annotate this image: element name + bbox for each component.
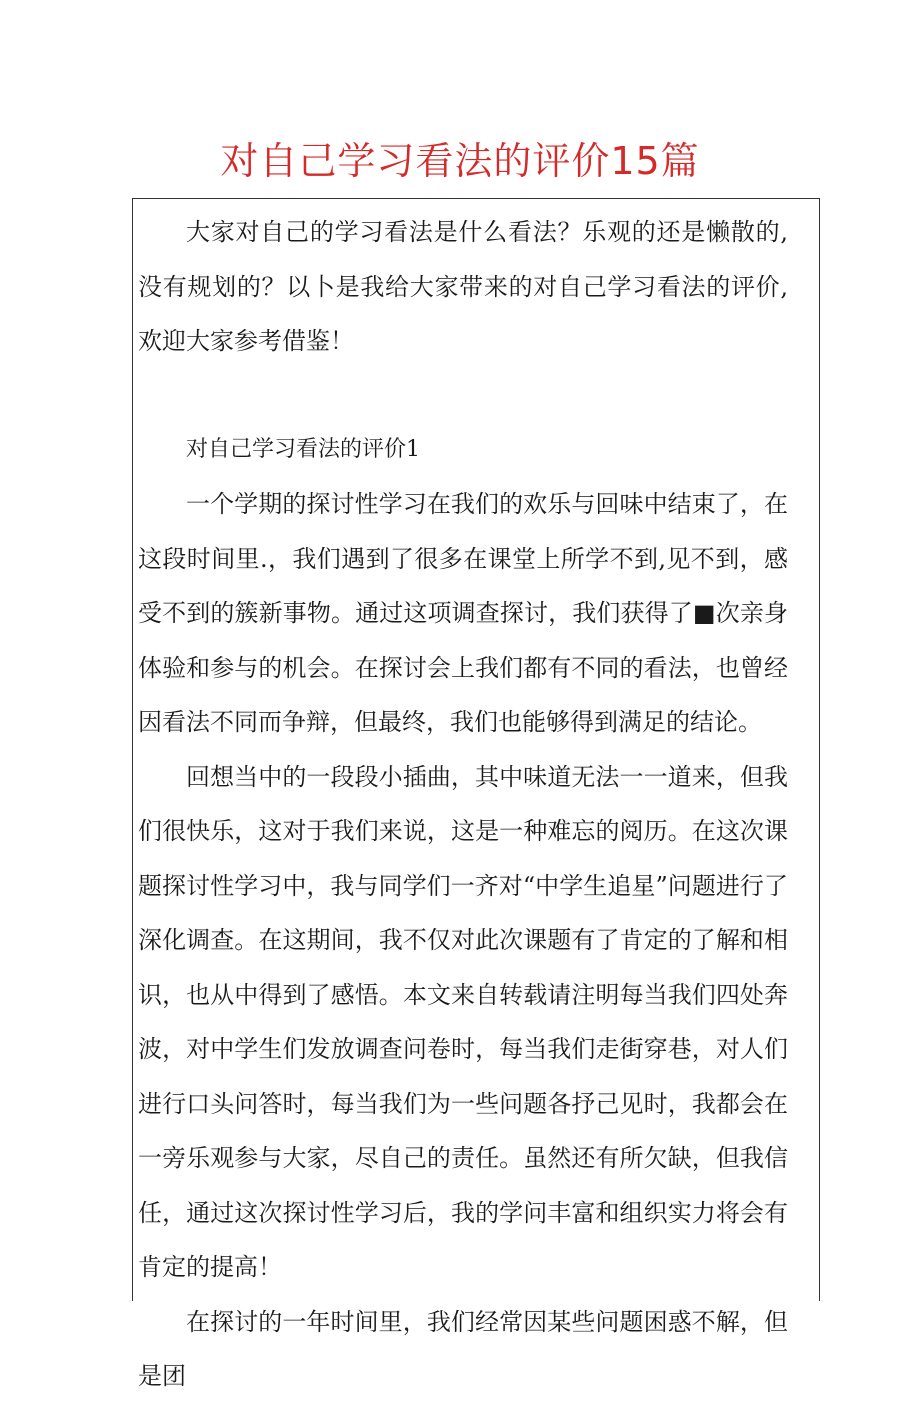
paragraph-spacer — [138, 369, 788, 423]
body-paragraph: 在探讨的一年时间里，我们经常因某些问题困惑不解，但是团 — [138, 1307, 788, 1390]
body-paragraph: 一个学期的探讨性学习在我们的欢乐与回味中结束了，在这段时间里.，我们遇到了很多在课堂上所学不到,见不到，感受不到的簇新事物。通过这项调查探讨，我们获得了■次亲身体验和参与的机会。在探讨会上我们都有不同的看法，也曾经因看法不同而争辩，但最终，我们也能够得到满足的结论。 — [138, 490, 788, 736]
document-body — [138, 205, 788, 1404]
intro-paragraph: 大家对自己的学习看法是什么看法？乐观的还是懒散的,没有规划的？以卜是我给大家带来的对自己学习看法的评价,欢迎大家参考借鉴！ — [138, 218, 788, 355]
body-paragraph: 回想当中的一段段小插曲，其中味道无法一一道来，但我们很快乐，这对于我们来说，这是一种难忘的阅历。在这次课题探讨性学习中，我与同学们一齐对“中学生追星”问题进行了深化调查。在这期间，我不仅对此次课题有了肯定的了解和相识，也从中得到了感悟。本文来自转载请注明每当我们四处奔波，对中学生们发放调查问卷时，每当我们走街穿巷，对人们进行口头问答时，每当我们为一些问题各抒己见时，我都会在一旁乐观参与大家，尽自己的责任。虽然还有所欠缺，但我信任，通过这次探讨性学习后，我的学问丰富和组织实力将会有肯定的提高！ — [138, 762, 788, 1281]
document-title: 对自己学习看法的评价15篇 — [220, 139, 700, 183]
section-heading: 对自己学习看法的评价1 — [186, 436, 420, 462]
